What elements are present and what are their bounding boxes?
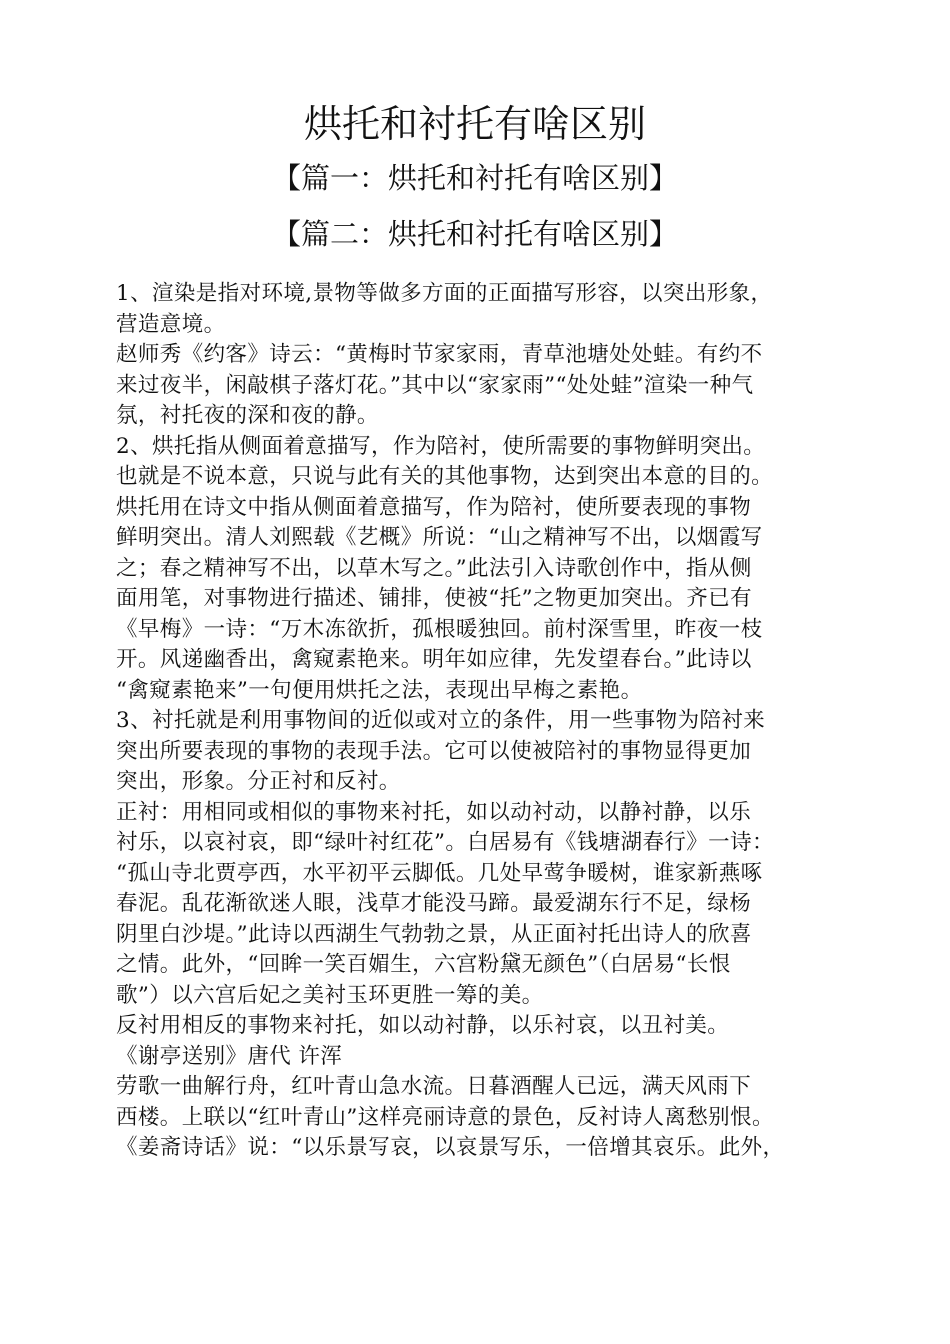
text-line: 来过夜半，闲敲棋子落灯花。”其中以“家家雨”“处处蛙”渲染一种气: [116, 372, 754, 398]
text-line: 烘托用在诗文中指从侧面着意描写，作为陪衬，使所要表现的事物: [116, 494, 752, 520]
section-heading-2: 【篇二：烘托和衬托有啥区别】: [271, 217, 678, 251]
document-body: [116, 279, 861, 1164]
text-line: 面用笔，对事物进行描述、铺排，使被“托”之物更加突出。齐已有: [116, 586, 752, 611]
text-line: 歌”）以六宫后妃之美衬玉环更胜一筹的美。: [116, 982, 544, 1008]
text-line: 开。风递幽香出，禽窥素艳来。明年如应律，先发望春台。”此诗以: [116, 647, 752, 672]
text-line: 营造意境。: [116, 311, 226, 337]
text-line: 《早梅》一诗：“万木冻欲折，孤根暖独回。前村深雪里，昨夜一枝: [116, 616, 763, 642]
text-line: 也就是不说本意，只说与此有关的其他事物，达到突出本意的目的。: [116, 464, 774, 489]
text-line: 突出所要表现的事物的表现手法。它可以使被陪衬的事物显得更加: [116, 738, 752, 764]
text-line: 之；春之精神写不出，以草木写之。”此法引入诗歌创作中，指从侧: [116, 555, 752, 581]
text-line: 劳歌一曲解行舟，红叶青山急水流。日暮酒醒人已远，满天风雨下: [116, 1074, 752, 1099]
text-line: 2、烘托指从侧面着意描写，作为陪衬，使所需要的事物鲜明突出。: [116, 433, 766, 459]
text-line: 《姜斋诗话》说：“以乐景写哀，以哀景写乐，一倍增其哀乐。此外，: [116, 1135, 785, 1160]
text-line: 氛，衬托夜的深和夜的静。: [116, 403, 379, 428]
text-line: 赵师秀《约客》诗云：“黄梅时节家家雨，青草池塘处处蛙。有约不: [116, 342, 763, 367]
text-line: “孤山寺北贾亭西，水平初平云脚低。几处早莺争暖树，谁家新燕啄: [116, 860, 763, 886]
text-line: 正衬：用相同或相似的事物来衬托，如以动衬动，以静衬静，以乐: [116, 799, 752, 825]
text-line: “禽窥素艳来”一句便用烘托之法，表现出早梅之素艳。: [116, 677, 643, 703]
text-line: 春泥。乱花渐欲迷人眼，浅草才能没马蹄。最爱湖东行不足，绿杨: [116, 891, 752, 916]
text-line: 鲜明突出。清人刘熙载《艺概》所说：“山之精神写不出，以烟霞写: [116, 525, 763, 550]
section-heading-1: 【篇一：烘托和衬托有啥区别】: [271, 161, 678, 195]
text-line: 1、渲染是指对环境,景物等做多方面的正面描写形容，以突出形象，: [116, 281, 773, 306]
text-line: 西楼。上联以“红叶青山”这样亮丽诗意的景色，反衬诗人离愁别恨。: [116, 1104, 774, 1130]
text-line: 3、衬托就是利用事物间的近似或对立的条件，用一些事物为陪衬来: [116, 708, 766, 733]
document-title: 烘托和衬托有啥区别: [303, 102, 646, 146]
text-line: 衬乐，以哀衬哀，即“绿叶衬红花”。白居易有《钱塘湖春行》一诗：: [116, 830, 774, 855]
text-line: 反衬用相反的事物来衬托，如以动衬静，以乐衬哀，以丑衬美。: [116, 1013, 730, 1038]
text-line: 之情。此外，“回眸一笑百媚生，六宫粉黛无颜色”（白居易“长恨: [116, 952, 731, 977]
text-line: 突出，形象。分正衬和反衬。: [116, 769, 401, 794]
text-line: 《谢亭送别》唐代 许浑: [116, 1043, 343, 1069]
text-line: 阴里白沙堤。”此诗以西湖生气勃勃之景，从正面衬托出诗人的欣喜: [116, 921, 752, 947]
